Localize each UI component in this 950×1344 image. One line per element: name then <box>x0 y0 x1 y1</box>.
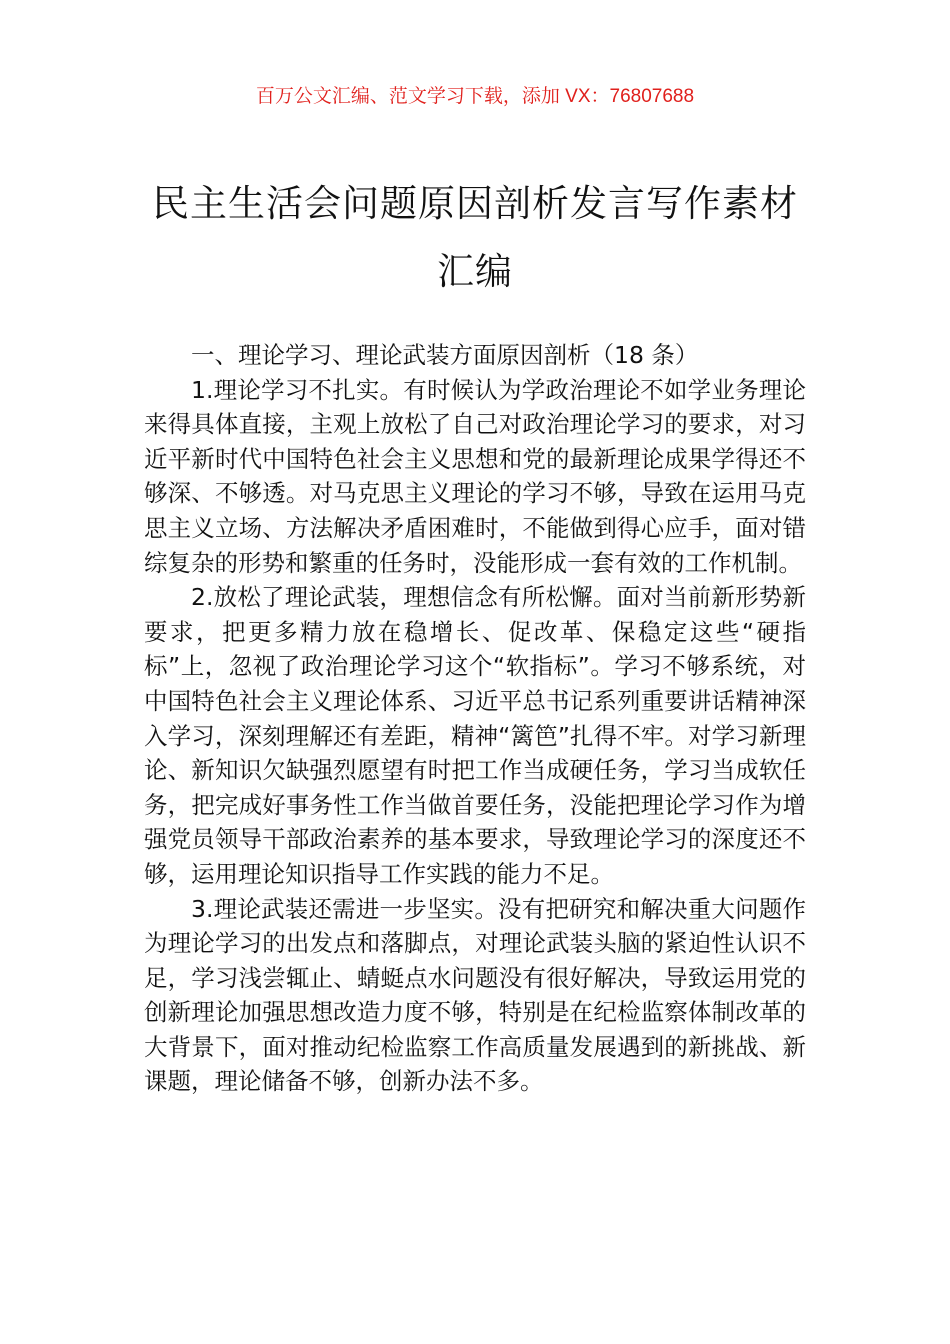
paragraph-1: 1.理论学习不扎实。有时候认为学政治理论不如学业务理论来得具体直接，主观上放松了自己对政治理论学习的要求，对习近平新时代中国特色社会主义思想和党的最新理论成果学得还不够深、不够透。对马克思主义理论的学习不够，导致在运用马克思主义立场、方法解决矛盾困难时，不能做到得心应手，面对错综复杂的形势和繁重的任务时，没能形成一套有效的工作机制。 <box>144 375 806 577</box>
document-title: 民主生活会问题原因剖析发言写作素材汇编 <box>152 182 798 293</box>
header-promo-note: 百万公文汇编、范文学习下载，添加 VX：76807688 <box>255 86 695 107</box>
section-heading: 一、理论学习、理论武装方面原因剖析（18 条） <box>191 341 699 369</box>
document-body <box>144 338 806 1099</box>
paragraph-2: 2.放松了理论武装，理想信念有所松懈。面对当前新形势新要求，把更多精力放在稳增长、促改革、保稳定这些“硬指标”上，忽视了政治理论学习这个“软指标”。学习不够系统，对中国特色社会主义理论体系、习近平总书记系列重要讲话精神深入学习，深刻理解还有差距，精神“篱笆”扎得不牢。对学习新理论、新知识欠缺强烈愿望有时把工作当成硬任务，学习当成软任务，把完成好事务性工作当做首要任务，没能把理论学习作为增强党员领导干部政治素养的基本要求，导致理论学习的深度还不够，运用理论知识指导工作实践的能力不足。 <box>144 583 806 888</box>
paragraph-3: 3.理论武装还需进一步坚实。没有把研究和解决重大问题作为理论学习的出发点和落脚点，对理论武装头脑的紧迫性认识不足，学习浅尝辄止、蜻蜓点水问题没有很好解决，导致运用党的创新理论加强思想改造力度不够，特别是在纪检监察体制改革的大背景下，面对推动纪检监察工作高质量发展遇到的新挑战、新课题，理论储备不够，创新办法不多。 <box>144 894 806 1096</box>
